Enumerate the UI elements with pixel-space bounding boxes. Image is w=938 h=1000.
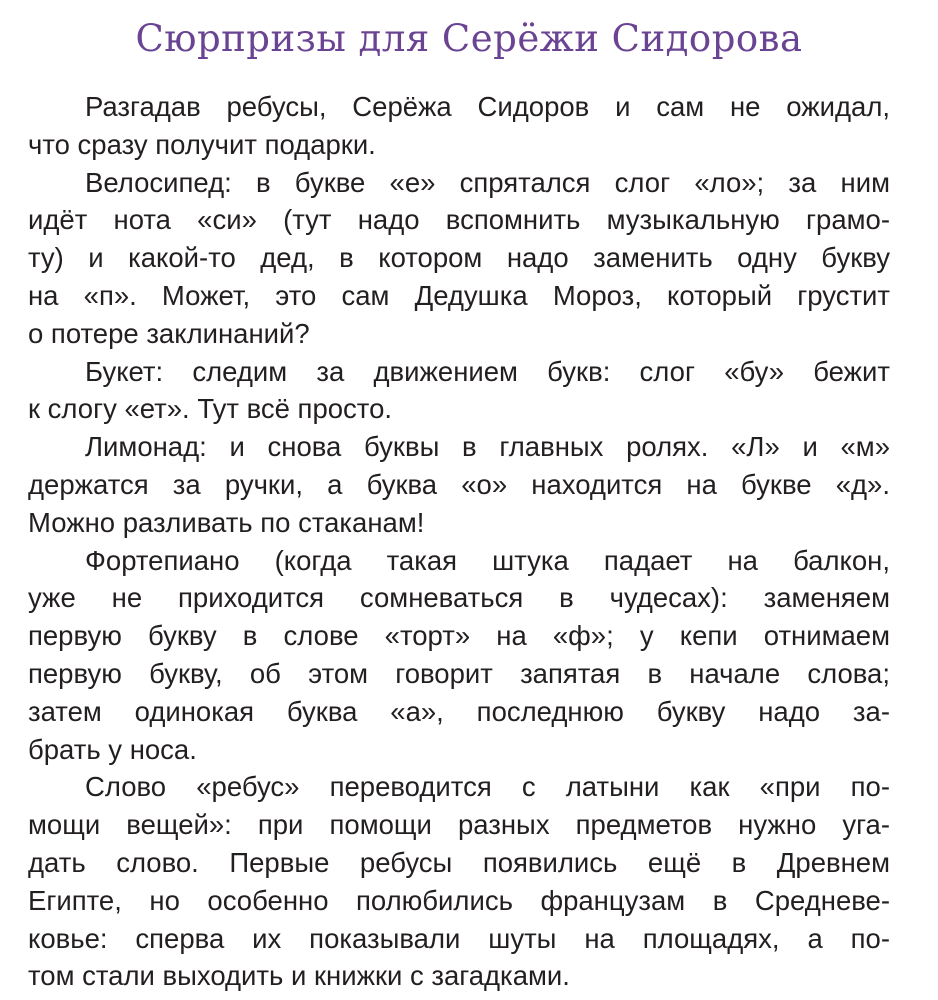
paragraph (28, 768, 890, 995)
paragraph (28, 88, 890, 164)
text-line: том стали выходить и книжки с загадками. (28, 960, 570, 992)
text-line: Велосипед: в букве «е» спрятался слог «ло»; за ним (85, 166, 890, 198)
paragraph (28, 353, 890, 429)
text-line: мощи вещей»: при помощи разных предметов нужно уга- (28, 809, 890, 841)
text-line: первую букву в слове «торт» на «ф»; у кепи отнимаем (28, 620, 890, 652)
text-line: первую букву, об этом говорит запятая в начале слова; (28, 657, 890, 689)
article-body (28, 88, 890, 995)
text-line: уже не приходится сомневаться в чудесах): заменяем (28, 582, 890, 614)
page-title: Сюрпризы для Серёжи Сидорова (135, 17, 803, 60)
paragraph (28, 542, 890, 769)
text-line: Букет: следим за движением букв: слог «бу» бежит (85, 355, 890, 387)
text-line: Египте, но особенно полюбились французам в Средневе- (28, 884, 890, 916)
text-line: брать у носа. (28, 733, 197, 765)
text-line: дать слово. Первые ребусы появились ещё в Древнем (28, 846, 890, 878)
text-line: Фортепиано (когда такая штука падает на балкон, (85, 544, 890, 576)
text-line: держатся за ручки, а буква «о» находится на букве «д». (28, 468, 890, 500)
text-line: Лимонад: и снова буквы в главных ролях. «Л» и «м» (85, 431, 890, 463)
text-line: Можно разливать по стаканам! (28, 506, 425, 538)
text-line: к слогу «ет». Тут всё просто. (28, 393, 393, 425)
paragraph (28, 164, 890, 353)
text-line: на «п». Может, это сам Дедушка Мороз, который грустит (28, 279, 890, 311)
text-line: Разгадав ребусы, Серёжа Сидоров и сам не ожидал, (85, 91, 890, 122)
text-line: ту) и какой-то дед, в котором надо заменить одну букву (28, 242, 890, 274)
paragraph (28, 428, 890, 541)
text-line: ковье: сперва их показывали шуты на площадях, а по- (28, 922, 890, 954)
text-line: о потере заклинаний? (28, 317, 310, 349)
text-line: идёт нота «си» (тут надо вспомнить музыкальную грамо- (28, 204, 890, 236)
text-line: Слово «ребус» переводится с латыни как «при по- (85, 771, 890, 803)
text-line: затем одинокая буква «а», последнюю букву надо за- (28, 695, 890, 727)
text-line: что сразу получит подарки. (28, 128, 376, 160)
